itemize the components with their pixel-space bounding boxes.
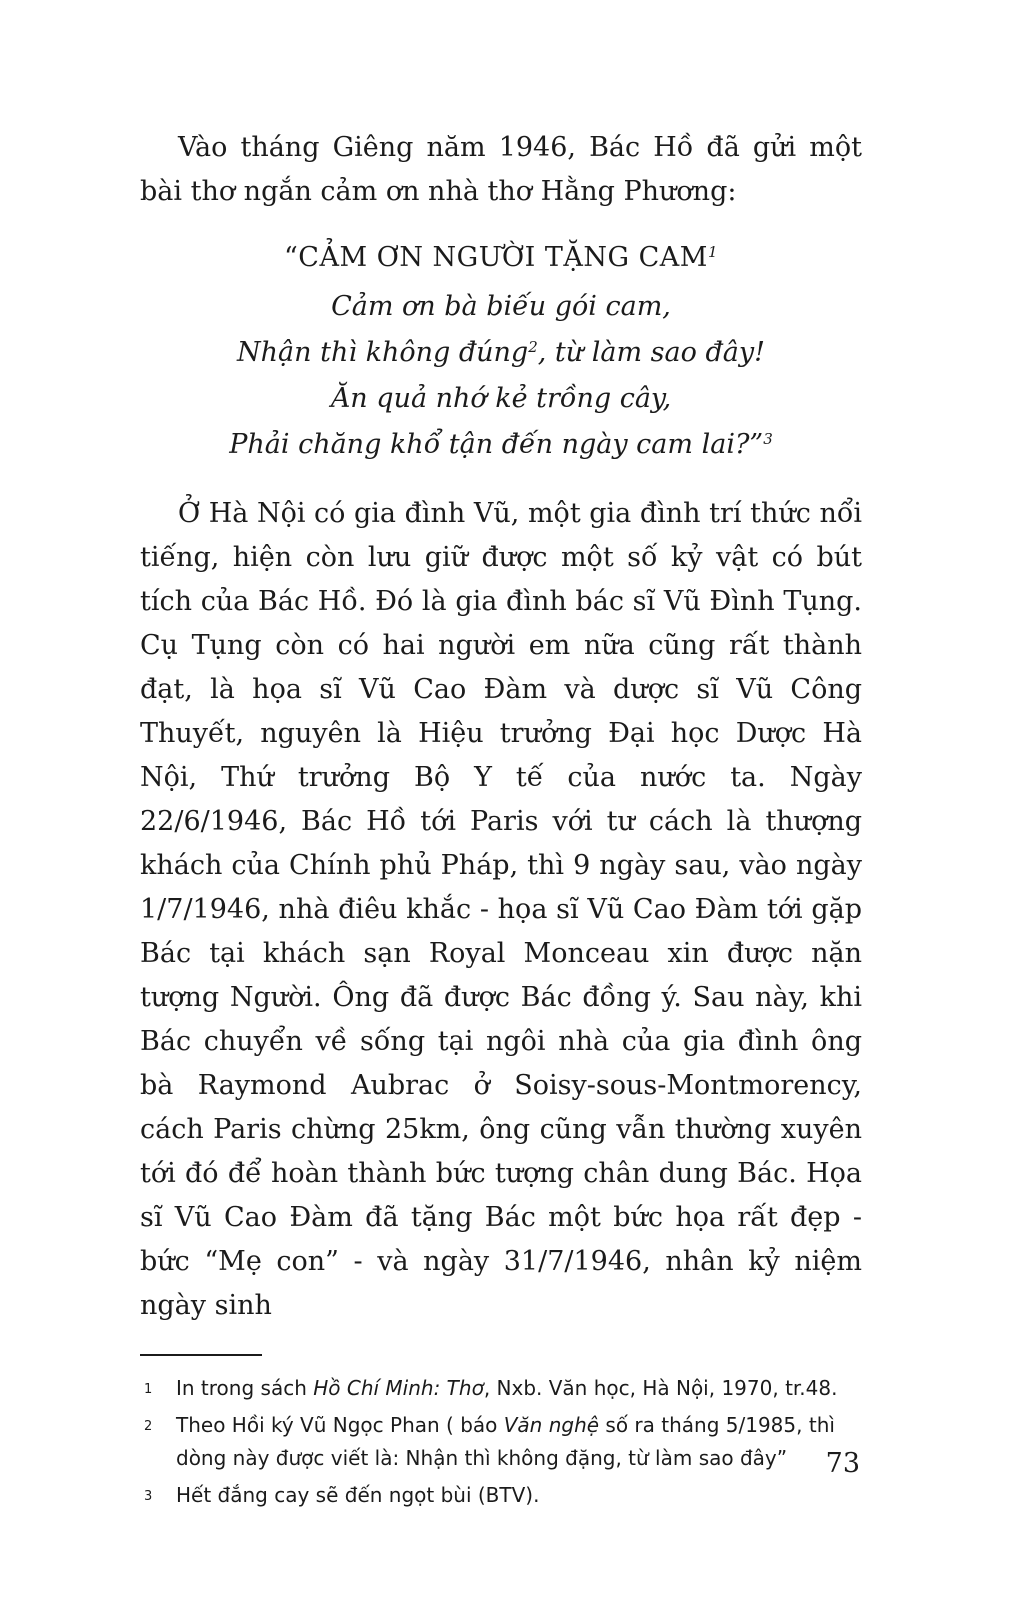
footnote-3-marker: 3: [144, 1489, 153, 1504]
footnote-2-text-italic: Văn nghệ: [503, 1413, 600, 1437]
footnote-2-marker: 2: [144, 1419, 153, 1434]
poem-line-2-text-b: , từ làm sao đây!: [537, 337, 765, 368]
poem-title-text: “CẢM ƠN NGƯỜI TẶNG CAM: [284, 242, 708, 273]
poem-line-4: [140, 422, 862, 468]
intro-paragraph: Vào tháng Giêng năm 1946, Bác Hồ đã gửi một bài thơ ngắn cảm ơn nhà thơ Hằng Phương:: [140, 132, 862, 207]
footnote-separator: [140, 1354, 262, 1356]
poem-line-3-text: Ăn quả nhớ kẻ trồng cây,: [330, 383, 672, 414]
poem-line-1-text: Cảm ơn bà biếu gói cam,: [331, 291, 671, 322]
footnotes-section: [140, 1372, 862, 1512]
footnote-1-text-pre: In trong sách: [176, 1376, 314, 1400]
footnote-2: [140, 1409, 862, 1475]
poem-line-2: [140, 330, 862, 376]
poem-line-2-text-a: Nhận thì không đúng: [237, 337, 529, 368]
footnote-ref-1: 1: [707, 243, 718, 261]
poem-line-3: [140, 376, 862, 422]
footnote-ref-3: 3: [763, 430, 773, 448]
footnote-1-text-post: , Nxb. Văn học, Hà Nội, 1970, tr.48.: [483, 1376, 838, 1400]
footnote-1-text-italic: Hồ Chí Minh: Thơ: [313, 1376, 484, 1400]
footnote-1: [140, 1372, 862, 1405]
footnote-3-text: [176, 1483, 539, 1507]
poem-line-1: [140, 284, 862, 330]
footnote-ref-2: 2: [528, 338, 538, 356]
footnote-1-text: [176, 1376, 837, 1400]
poem: [140, 232, 862, 468]
footnote-3-text-pre: Hết đắng cay sẽ đến ngọt bùi (BTV).: [176, 1483, 540, 1507]
poem-line-4-text: Phải chăng khổ tận đến ngày cam lai?”: [229, 429, 764, 460]
footnote-3: [140, 1479, 862, 1512]
page-content: [140, 126, 862, 1516]
footnote-2-text-pre: Theo Hồi ký Vũ Ngọc Phan ( báo: [176, 1413, 504, 1437]
footnote-1-marker: 1: [144, 1382, 153, 1397]
body-paragraph: Ở Hà Nội có gia đình Vũ, một gia đình trí thức nổi tiếng, hiện còn lưu giữ được một số kỷ vật có bút tích của Bác Hồ. Đó là gia đình bác sĩ Vũ Đình Tụng. Cụ Tụng còn có hai người em nữa cũng rất thành đạt, là họa sĩ Vũ Cao Đàm và dược sĩ Vũ Công Thuyết, nguyên là Hiệu trưởng Đại học Dược Hà Nội, Thứ trưởng Bộ Y tế của nước ta. Ngày 22/6/1946, Bác Hồ tới Paris với tư cách là thượng khách của Chính phủ Pháp, thì 9 ngày sau, vào ngày 1/7/1946, nhà điêu khắc - họa sĩ Vũ Cao Đàm tới gặp Bác tại khách sạn Royal Monceau xin được nặn tượng Người. Ông đã được Bác đồng ý. Sau này, khi Bác chuyển về sống tại ngôi nhà của gia đình ông bà Raymond Aubrac ở Soisy-sous-Montmorency, cách Paris chừng 25km, ông cũng vẫn thường xuyên tới đó để hoàn thành bức tượng chân dung Bác. Họa sĩ Vũ Cao Đàm đã tặng Bác một bức họa rất đẹp - bức “Mẹ con” - và ngày 31/7/1946, nhân kỷ niệm ngày sinh: [140, 498, 862, 1321]
poem-title: [140, 232, 862, 284]
footnote-2-text-post: số ra tháng 5/1985, thì dòng này được viết là: Nhận thì không đặng, từ làm sao đây”: [176, 1413, 835, 1470]
footnote-2-text: [176, 1413, 835, 1470]
page-number: 73: [825, 1448, 860, 1479]
